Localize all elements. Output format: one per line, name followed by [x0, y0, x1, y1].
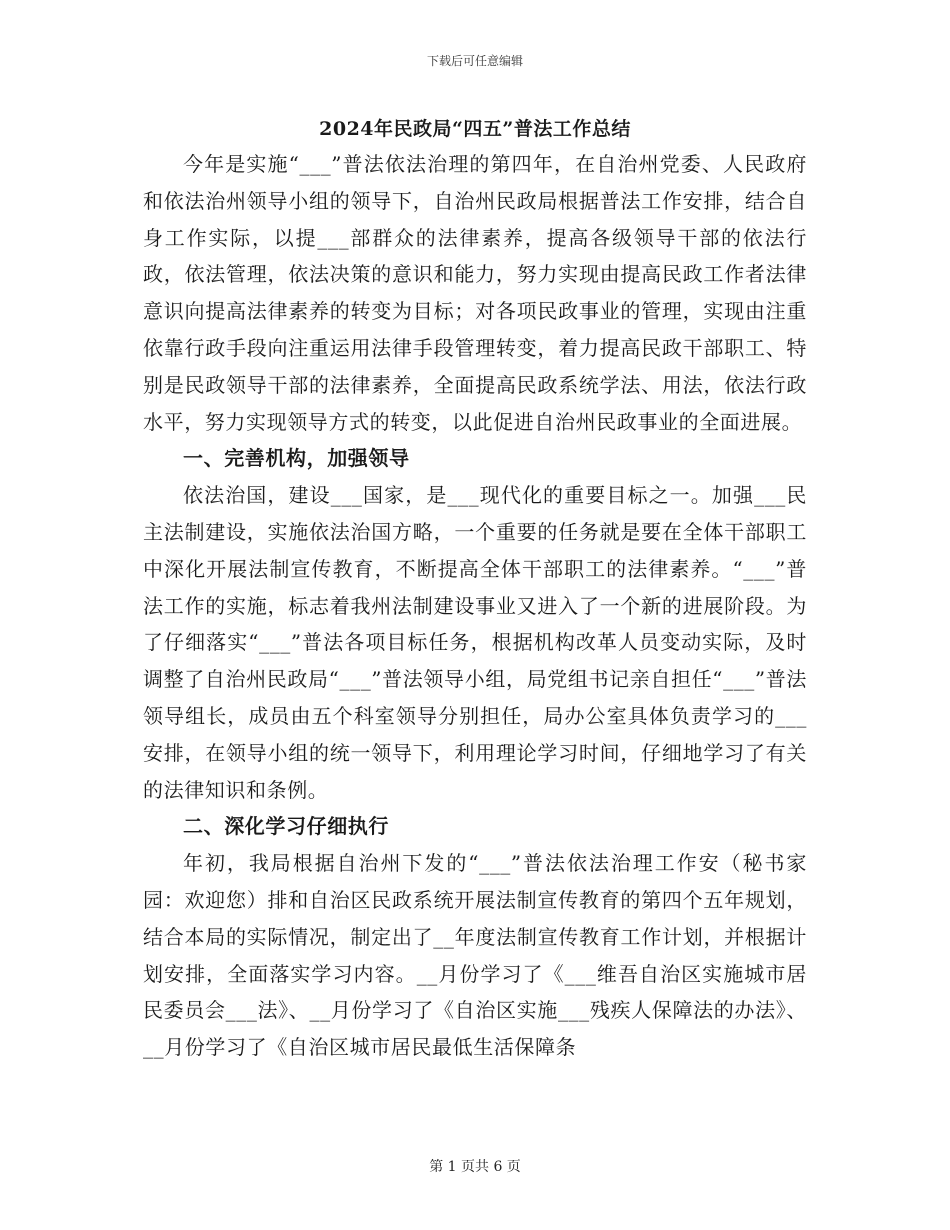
page-header-note: 下载后可任意编辑: [426, 54, 523, 68]
section-1-heading: 一、完善机构，加强领导: [183, 446, 410, 471]
page-number: 第 1 页共 6 页: [429, 1159, 521, 1175]
intro-paragraph: 今年是实施“___”普法依法治理的第四年，在自治州党委、人民政府和依法治州领导小组的领导下，自治州民政局根据普法工作安排，结合自身工作实际，以提___部群众的法律素养，提高各级领导干部的依法行政，依法管理，依法决策的意识和能力，努力实现由提高民政工作者法律意识向提高法律素养的转变为目标；对各项民政事业的管理，实现由注重依靠行政手段向注重运用法律手段管理转变，着力提高民政干部职工、特别是民政领导干部的法律素养，全面提高民政系统学法、用法，依法行政水平，努力实现领导方式的转变，以此促进自治州民政事业的全面进展。: [143, 152, 807, 434]
document-body: [143, 146, 807, 1066]
section-2-heading: 二、深化学习仔细执行: [183, 814, 389, 839]
section-1-paragraph: 依法治国，建设___国家，是___现代化的重要目标之一。加强___民主法制建设，实施依法治国方略，一个重要的任务就是要在全体干部职工中深化开展法制宣传教育，不断提高全体干部职工的法律素养。“___”普法工作的实施，标志着我州法制建设事业又进入了一个新的进展阶段。为了仔细落实“___”普法各项目标任务，根据机构改革人员变动实际，及时调整了自治州民政局“___”普法领导小组，局党组书记亲自担任“___”普法领导组长，成员由五个科室领导分别担任，局办公室具体负责学习的___安排，在领导小组的统一领导下，利用理论学习时间，仔细地学习了有关的法律知识和条例。: [143, 483, 807, 802]
section-2-paragraph: 年初，我局根据自治州下发的“___”普法依法治理工作安（秘书家园：欢迎您）排和自治区民政系统开展法制宣传教育的第四个五年规划，结合本局的实际情况，制定出了__年度法制宣传教育工作计划，并根据计划安排，全面落实学习内容。__月份学习了《___维吾自治区实施城市居民委员会___法》、__月份学习了《自治区实施___残疾人保障法的办法》、__月份学习了《自治区城市居民最低生活保障条: [143, 851, 807, 1060]
document-title: 2024年民政局“四五”普法工作总结: [319, 118, 631, 140]
